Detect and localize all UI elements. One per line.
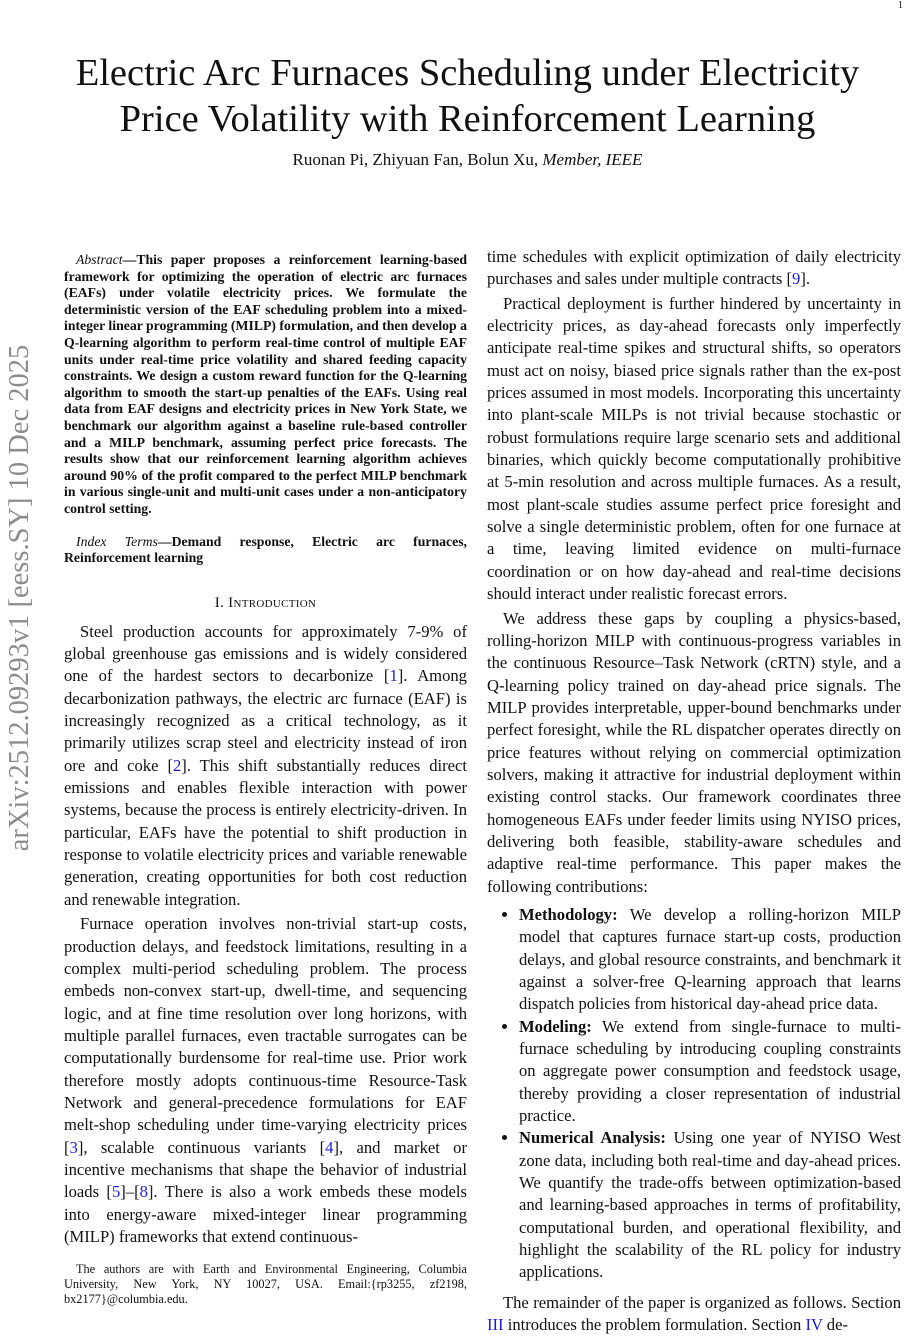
left-column-body (64, 621, 467, 1249)
bracket: [ (64, 1137, 70, 1157)
paper-title (30, 50, 905, 142)
text-segment: . Among decarbonization pathways, the electric arc furnace (EAF) is increasingly recognized as a critical technology, as it primarily utilizes scrap steel and electricity instead of iron ore and coke (64, 666, 467, 775)
text-segment: . This shift substantially reduces direct emissions and enables flexible interaction with power systems, because the process is entirely electricity-driven. In particular, EAFs have the potential to shift production in response to volatile electricity prices and variable renewable generation, creating opportunities for both cost reduction and renewable integration. (64, 755, 467, 909)
right-column-body (487, 246, 901, 1337)
text-segment: introduces the problem formulation. Section (503, 1315, 806, 1335)
contribution-text: We develop a rolling-horizon MILP model that captures furnace start-up costs, production delays, and global resource constraints, and benchmark it against a solver-free Q-learning approach that learns dispatch policies from historical day-ahead price data. (519, 904, 901, 1014)
bracket: [ (106, 1182, 112, 1202)
text-segment: , and market or incentive mechanisms that shape the behavior of industrial loads (64, 1137, 468, 1202)
contribution-label: Methodology: (519, 904, 618, 924)
text-segment: Steel production accounts for approximately 7-9% of global greenhouse gas emissions and is widely considered one of the hardest sectors to decarbonize (64, 621, 467, 686)
author-membership: Member, IEEE (542, 150, 643, 169)
contribution-label: Modeling: (519, 1016, 592, 1036)
citation-link[interactable]: 5 (111, 1182, 121, 1202)
bracket: ] (77, 1137, 84, 1157)
text-segment: . (805, 269, 811, 289)
left-column (64, 252, 467, 1306)
paragraph (64, 621, 467, 911)
page-number: 1 (898, 0, 903, 11)
contribution-text: Using one year of NYISO West zone data, including both real-time and day-ahead prices. We quantify the trade-offs between optimization-based and learning-based approaches in terms of profitability, computational burden, and operational flexibility, and highlight the scalability of the RL policy for industry applications. (519, 1128, 901, 1282)
section-link[interactable]: IV (805, 1315, 823, 1335)
text-segment: Furnace operation involves non-trivial start-up costs, production delays, and feedstock limitations, resulting in a complex multi-period scheduling problem. The process embeds non-convex start-up, dwell-time, and sequencing logic, and at fine time resolution over long horizons, with multiple parallel furnaces, even tractable surrogates can be computationally burdensome for real-time use. Prior work therefore mostly adopts continuous-time Resource-Task Network and general-precedence formulations for EAF melt-shop scheduling under time-varying electricity prices (64, 914, 467, 1135)
contribution-item (519, 1127, 901, 1283)
bracket: ] (120, 1182, 126, 1202)
bracket: [ (319, 1137, 326, 1157)
citation-link[interactable]: 1 (389, 666, 398, 686)
bracket: ] (333, 1137, 339, 1157)
text-segment: , scalable continuous variants (83, 1137, 320, 1157)
contribution-item (519, 1016, 901, 1128)
text-segment: . There is also a work embeds these models into energy-aware mixed-integer linear programming (MILP) frameworks that extend continuous- (64, 1182, 467, 1246)
text-segment: – (125, 1182, 135, 1202)
arxiv-stamp: arXiv:2512.09293v1 [eess.SY] 10 Dec 2025 (4, 344, 35, 852)
bracket: ] (181, 755, 187, 775)
text-segment: de- (822, 1315, 848, 1335)
bracket: ] (147, 1182, 154, 1202)
title-line: Electric Arc Furnaces Scheduling under Electricity (75, 52, 860, 94)
paragraph (487, 293, 901, 606)
index-terms (64, 534, 467, 567)
citation-link[interactable]: 9 (792, 269, 801, 289)
index-terms-text: —Demand response, Electric arc furnaces, Reinforcement learning (64, 533, 467, 566)
bracket: [ (383, 666, 390, 686)
citation-link[interactable]: 8 (139, 1182, 148, 1202)
abstract-label: Abstract (76, 252, 123, 267)
text-segment: The remainder of the paper is organized as follows. Section (503, 1292, 901, 1312)
right-paragraphs (487, 246, 901, 898)
contribution-text: We extend from single-furnace to multi-furnace scheduling by introducing coupling constraints on aggregate power consumption and feedstock usage, thereby providing a closer representation of industrial practice. (519, 1016, 901, 1126)
index-terms-label: Index Terms (76, 533, 158, 549)
citation-link[interactable]: 3 (69, 1137, 78, 1157)
abstract-text: —This paper proposes a reinforcement learning-based framework for optimizing the operation of electric arc furnaces (EAFs) under volatile electricity prices. We formulate the deterministic version of the EAF scheduling problem into a mixed-integer linear programming (MILP) formulation, and then develop a Q-learning algorithm to perform real-time control of multiple EAF units under real-time price volatility and shared feeding capacity constraints. We design a custom reward function for the Q-learning algorithm to smooth the start-up penalties of the EAFs. Using real data from EAF designs and electricity prices in New York State, we benchmark our algorithm against a baseline rule-based controller and a MILP benchmark, assuming perfect price forecasts. The results show that our reinforcement learning algorithm achieves around 90% of the profit compared to the perfect MILP benchmark in various single-unit and multi-unit cases under a non-anticipatory control setting. (64, 252, 467, 516)
bracket: [ (786, 269, 793, 289)
contribution-label: Numerical Analysis: (519, 1128, 666, 1148)
author-list (30, 150, 905, 170)
abstract-block (64, 252, 467, 567)
citation-link[interactable]: 4 (325, 1137, 334, 1157)
paragraph (487, 608, 901, 898)
author-names: Ruonan Pi, Zhiyuan Fan, Bolun Xu, (292, 150, 539, 169)
title-line: Price Volatility with Reinforcement Learning (119, 98, 816, 140)
bracket: [ (167, 755, 173, 775)
footnote (64, 1262, 467, 1306)
section-heading: I. Introduction (214, 594, 317, 611)
section-link[interactable]: III (487, 1315, 504, 1335)
paragraph (64, 913, 467, 1248)
text-segment: Practical deployment is further hindered by uncertainty in electricity prices, as day-ahead forecasts only imperfectly anticipate real-time spikes and structural shifts, so operators must act on noisy, biased price signals rather than the ex-post prices assumed in most models. Incorporating this uncertainty into plant-scale MILPs is not trivial because stochastic or robust formulations require large scenario sets and additional binaries, which quickly become computationally prohibitive at 5-min resolution and across multiple furnaces. As a result, most plant-scale studies assume perfect price foresight and solve a single deterministic problem, often for one furnace at a time, leaving limited evidence on multi-furnace coordination or on how day-ahead and real-time decisions should interact under realistic forecast errors. (487, 293, 901, 604)
contribution-item (519, 904, 901, 1016)
contributions-list (487, 904, 901, 1284)
abstract (64, 252, 467, 518)
bracket: ] (397, 666, 404, 686)
text-segment: time schedules with explicit optimization of daily electricity purchases and sales under multiple contracts (487, 247, 901, 289)
bracket: ] (800, 269, 806, 289)
text-segment: We address these gaps by coupling a physics-based, rolling-horizon MILP with continuous-progress variables in the continuous Resource–Task Network (cRTN) style, and a Q-learning policy trained on day-ahead price signals. The MILP provides interpretable, upper-bound benchmarks under perfect foresight, while the RL dispatcher operates directly on price features without relying on commercial optimization solvers, making it attractive for industrial deployment within existing control stacks. Our framework coordinates three homogeneous EAFs under feeder limits using NYISO prices, delivering both feasible, stability-aware schedules and adaptive real-time performance. This paper makes the following contributions: (487, 608, 901, 896)
bracket: [ (134, 1182, 140, 1202)
closing-paragraph (487, 1292, 901, 1337)
citation-link[interactable]: 2 (173, 755, 182, 775)
footnote-text: The authors are with Earth and Environmental Engineering, Columbia University, New York, NY 10027, USA. Email:{rp3255, zf2198, bx2177}@columbia.edu. (64, 1262, 467, 1306)
paragraph (487, 246, 901, 291)
